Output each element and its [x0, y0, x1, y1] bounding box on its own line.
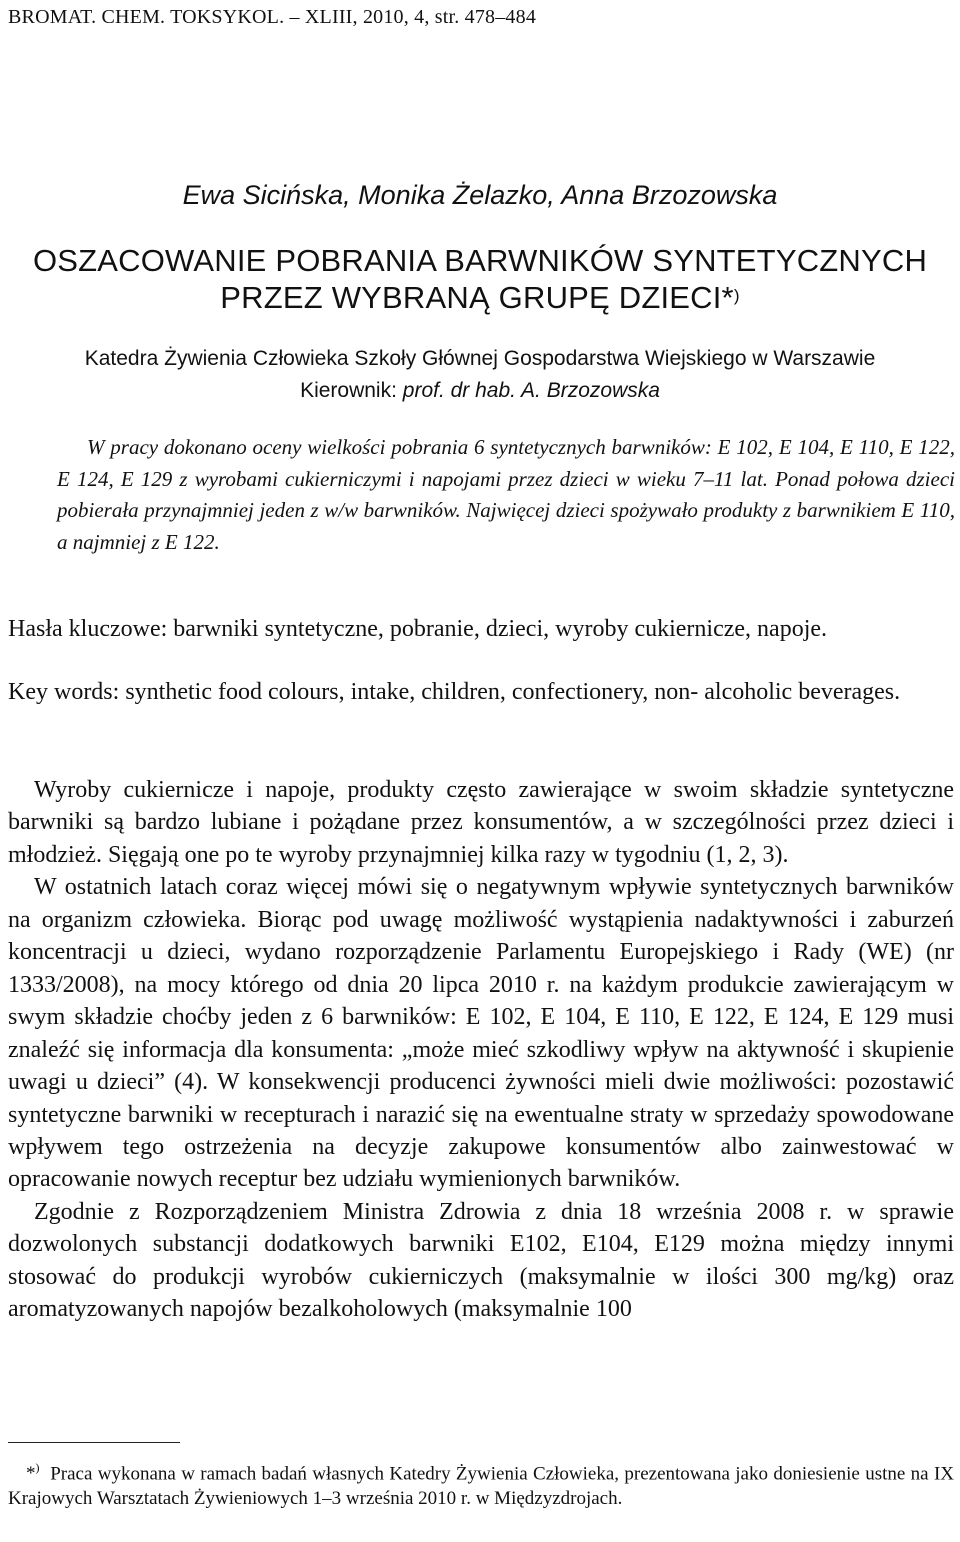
keywords-polish-text: Hasła kluczowe: barwniki syntetyczne, pobranie, dzieci, wyroby cukiernicze, napoje. [8, 616, 828, 642]
keywords-polish [8, 614, 954, 645]
body-text [8, 774, 954, 1326]
authors: Ewa Sicińska, Monika Żelazko, Anna Brzozowska [182, 180, 778, 210]
title-line-2 [0, 279, 960, 316]
footnote [8, 1456, 954, 1511]
affiliation-head-label: Kierownik: [300, 379, 403, 402]
footnote-mark-sup: ) [35, 1461, 40, 1475]
affiliation-head-name: prof. dr hab. A. Brzozowska [402, 379, 660, 402]
affiliation [0, 343, 960, 407]
title-footnote-mark: ) [733, 286, 740, 305]
footnote-text: Praca wykonana w ramach badań własnych Katedry Żywienia Człowieka, prezentowana jako doniesienie ustne na IX Krajowych Warsztatach Żywieniowych 1–3 września 2010 r. w Międzyzdrojach. [8, 1463, 954, 1509]
body-paragraph-2: W ostatnich latach coraz więcej mówi się o negatywnym wpływie syntetycznych barwników na organizm człowieka. Biorąc pod uwagę możliwość wystąpienia nadaktywności i zaburzeń koncentracji u dzieci, wydano rozporządzenie Parlamentu Europejskiego i Rady (WE) (nr 1333/2008), na mocy którego od dnia 20 lipca 2010 r. na każdym produkcie zawierającym w swym składzie choćby jeden z 6 barwników: E 102, E 104, E 110, E 122, E 124, E 129 musi znaleźć się informacja dla konsumenta: „może mieć szkodliwy wpływ na aktywność i skupienie uwagi u dzieci” (4). W konsekwencji producenci żywności mieli dwie możliwości: pozostawić syntetyczne barwniki w recepturach i narazić się na ewentualne straty w sprzedaży spowodowane wpływem tego ostrzeżenia na decyzje zakupowe konsumentów albo zainwestować w opracowanie nowych receptur bez udziału wymienionych barwników. [8, 874, 954, 1193]
affiliation-department: Katedra Żywienia Człowieka Szkoły Głównej Gospodarstwa Wiejskiego w Warszawie [84, 347, 876, 370]
title-line-1: OSZACOWANIE POBRANIA BARWNIKÓW SYNTETYCZNYCH [32, 243, 928, 278]
body-paragraph-3: Zgodnie z Rozporządzeniem Ministra Zdrowia z dnia 18 września 2008 r. w sprawie dozwolonych substancji dodatkowych barwniki E102, E104, E129 można między innymi stosować do produkcji wyrobów cukierniczych (maksymalnie w ilości 300 mg/kg) oraz aromatyzowanych napojów bezalkoholowych (maksymalnie 100 [8, 1198, 954, 1323]
keywords-english-text: Key words: synthetic food colours, intake, children, confectionery, non- alcoholic beverages. [8, 679, 901, 705]
keywords-english [8, 677, 954, 708]
footnote-mark [26, 1463, 40, 1484]
title-line-2-text: PRZEZ WYBRANĄ GRUPĘ DZIECI* [220, 280, 734, 315]
affiliation-head [0, 375, 960, 407]
abstract: W pracy dokonano oceny wielkości pobrania 6 syntetycznych barwników: E 102, E 104, E 110, E 122, E 124, E 129 z wyrobami cukierniczymi i napojami przez dzieci w wieku 7–11 lat. Ponad połowa dzieci pobierała przynajmniej jeden z w/w barwników. Najwięcej dzieci spożywało produkty z barwnikiem E 110, a najmniej z E 122. [57, 435, 955, 554]
footnote-mark-star: * [26, 1463, 36, 1485]
body-paragraph-1: Wyroby cukiernicze i napoje, produkty często zawierające w swoim składzie syntetyczne barwniki są bardzo lubiane i pożądane przez konsumentów, a w szczególności przez dzieci i młodzież. Sięgają one po te wyroby przynajmniej kilka razy w tygodniu (1, 2, 3). [8, 777, 954, 868]
running-head: BROMAT. CHEM. TOKSYKOL. – XLIII, 2010, 4, str. 478–484 [8, 6, 537, 28]
article-title [0, 242, 960, 316]
footnote-divider [8, 1442, 180, 1443]
